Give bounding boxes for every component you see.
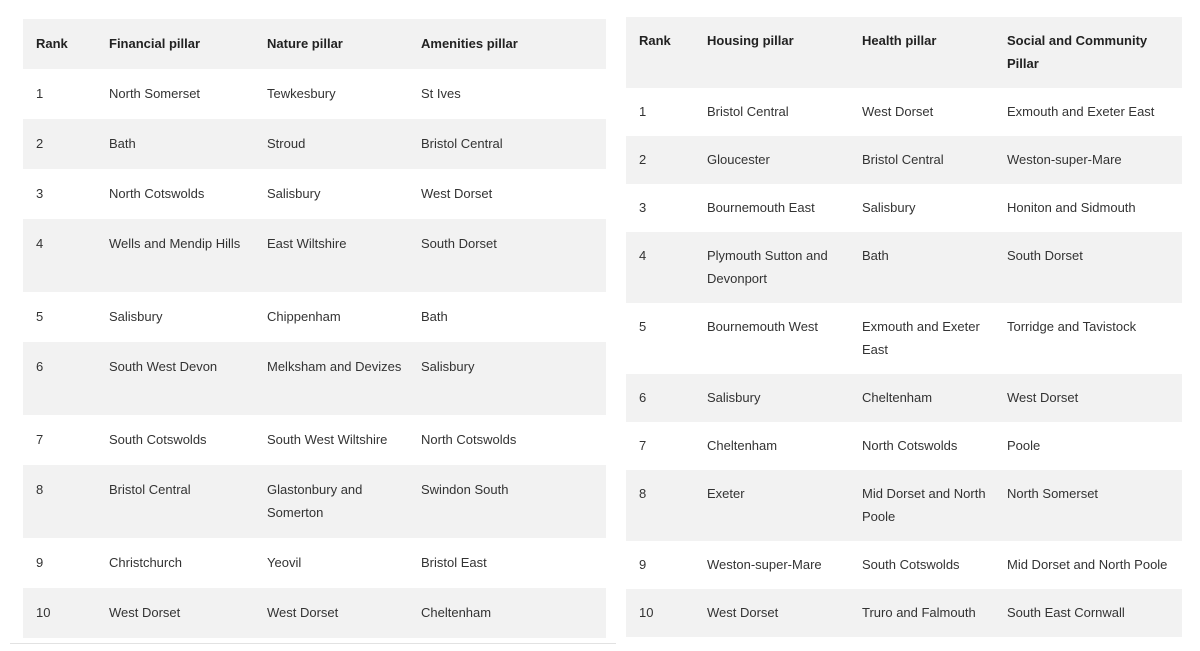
housing-cell: Gloucester: [707, 152, 770, 167]
table-row: [23, 219, 606, 292]
rank-cell: 3: [639, 200, 647, 215]
rank-cell: 9: [36, 555, 44, 570]
header-cell: Nature pillar: [267, 36, 343, 51]
rank-cell: 2: [36, 136, 44, 151]
financial-cell: Wells and Mendip Hills: [109, 236, 241, 251]
table-row: [626, 470, 1182, 541]
rank-cell: 8: [639, 486, 647, 501]
health-cell: Cheltenham: [862, 390, 933, 405]
housing-cell: Bournemouth East: [707, 200, 815, 215]
table-row: [626, 88, 1182, 136]
financial-cell: Christchurch: [109, 555, 182, 570]
table-header-row: [626, 17, 1182, 88]
table-row: [626, 303, 1182, 374]
table-row: [23, 465, 606, 538]
amenities-cell: Bath: [421, 309, 448, 324]
table-row: [23, 538, 606, 588]
nature-cell: Yeovil: [267, 555, 302, 570]
rank-cell: 2: [639, 152, 647, 167]
rank-cell: 6: [36, 359, 44, 374]
table-row: [626, 422, 1182, 470]
header-cell: Health pillar: [862, 33, 937, 48]
nature-cell: Chippenham: [267, 309, 341, 324]
financial-cell: North Somerset: [109, 86, 201, 101]
table-row: [626, 184, 1182, 232]
nature-cell: West Dorset: [267, 605, 339, 620]
table-header-row: [23, 19, 606, 69]
table-row: [626, 136, 1182, 184]
social-cell: West Dorset: [1007, 390, 1079, 405]
rank-cell: 6: [639, 390, 647, 405]
header-cell: Financial pillar: [109, 36, 201, 51]
housing-cell: Weston-super-Mare: [707, 557, 822, 572]
nature-cell: South West Wiltshire: [267, 432, 388, 447]
table-row: [23, 415, 606, 465]
header-cell: Housing pillar: [707, 33, 794, 48]
header-cell: Rank: [36, 36, 68, 51]
table-row: [23, 342, 606, 415]
header-cell: Social and Community Pillar: [1007, 33, 1148, 71]
health-cell: Exmouth and Exeter East: [862, 319, 980, 357]
header-cell: Amenities pillar: [421, 36, 518, 51]
social-cell: Weston-super-Mare: [1007, 152, 1122, 167]
social-cell: Poole: [1007, 438, 1041, 453]
table-row: [23, 588, 606, 638]
nature-cell: Glastonbury and Somerton: [267, 482, 363, 520]
financial-cell: Salisbury: [109, 309, 163, 324]
amenities-cell: Bristol East: [421, 555, 487, 570]
nature-cell: Tewkesbury: [267, 86, 336, 101]
rank-cell: 4: [639, 248, 647, 263]
nature-cell: Stroud: [267, 136, 306, 151]
amenities-cell: North Cotswolds: [421, 432, 517, 447]
health-cell: Truro and Falmouth: [862, 605, 976, 620]
table-row: [23, 69, 606, 119]
housing-cell: Salisbury: [707, 390, 761, 405]
social-cell: Torridge and Tavistock: [1007, 319, 1137, 334]
financial-cell: South West Devon: [109, 359, 218, 374]
table-row: [23, 292, 606, 342]
table-left: [23, 19, 606, 638]
health-cell: Mid Dorset and North Poole: [862, 486, 986, 524]
social-cell: Mid Dorset and North Poole: [1007, 557, 1168, 572]
table-row: [626, 374, 1182, 422]
financial-cell: Bristol Central: [109, 482, 191, 497]
social-cell: Exmouth and Exeter East: [1007, 104, 1155, 119]
rank-cell: 5: [36, 309, 44, 324]
housing-cell: Bournemouth West: [707, 319, 819, 334]
rank-cell: 4: [36, 236, 44, 251]
health-cell: West Dorset: [862, 104, 934, 119]
social-cell: South Dorset: [1007, 248, 1083, 263]
social-cell: South East Cornwall: [1007, 605, 1125, 620]
financial-cell: Bath: [109, 136, 136, 151]
rank-cell: 7: [639, 438, 647, 453]
rank-cell: 9: [639, 557, 647, 572]
health-cell: Bath: [862, 248, 889, 263]
health-cell: Bristol Central: [862, 152, 944, 167]
table-row: [626, 541, 1182, 589]
rank-cell: 10: [36, 605, 51, 620]
rank-cell: 10: [639, 605, 654, 620]
amenities-cell: St Ives: [421, 86, 461, 101]
divider: [10, 643, 616, 644]
social-cell: Honiton and Sidmouth: [1007, 200, 1136, 215]
nature-cell: Salisbury: [267, 186, 321, 201]
amenities-cell: Swindon South: [421, 482, 509, 497]
rank-cell: 3: [36, 186, 44, 201]
health-cell: North Cotswolds: [862, 438, 958, 453]
health-cell: Salisbury: [862, 200, 916, 215]
amenities-cell: Bristol Central: [421, 136, 503, 151]
rank-cell: 7: [36, 432, 44, 447]
rank-cell: 1: [639, 104, 647, 119]
table-right: [626, 17, 1182, 637]
rank-cell: 1: [36, 86, 44, 101]
amenities-cell: West Dorset: [421, 186, 493, 201]
financial-cell: West Dorset: [109, 605, 181, 620]
table-row: [23, 119, 606, 169]
amenities-cell: South Dorset: [421, 236, 497, 251]
financial-cell: North Cotswolds: [109, 186, 205, 201]
amenities-cell: Cheltenham: [421, 605, 492, 620]
table-row: [23, 169, 606, 219]
rank-cell: 5: [639, 319, 647, 334]
table-row: [626, 589, 1182, 637]
financial-cell: South Cotswolds: [109, 432, 207, 447]
health-cell: South Cotswolds: [862, 557, 960, 572]
housing-cell: West Dorset: [707, 605, 779, 620]
housing-cell: Exeter: [707, 486, 745, 501]
rank-cell: 8: [36, 482, 44, 497]
nature-cell: Melksham and Devizes: [267, 359, 402, 374]
nature-cell: East Wiltshire: [267, 236, 347, 251]
table-row: [626, 232, 1182, 303]
social-cell: North Somerset: [1007, 486, 1099, 501]
housing-cell: Plymouth Sutton and Devonport: [707, 248, 828, 286]
amenities-cell: Salisbury: [421, 359, 475, 374]
header-cell: Rank: [639, 33, 671, 48]
housing-cell: Cheltenham: [707, 438, 778, 453]
housing-cell: Bristol Central: [707, 104, 789, 119]
